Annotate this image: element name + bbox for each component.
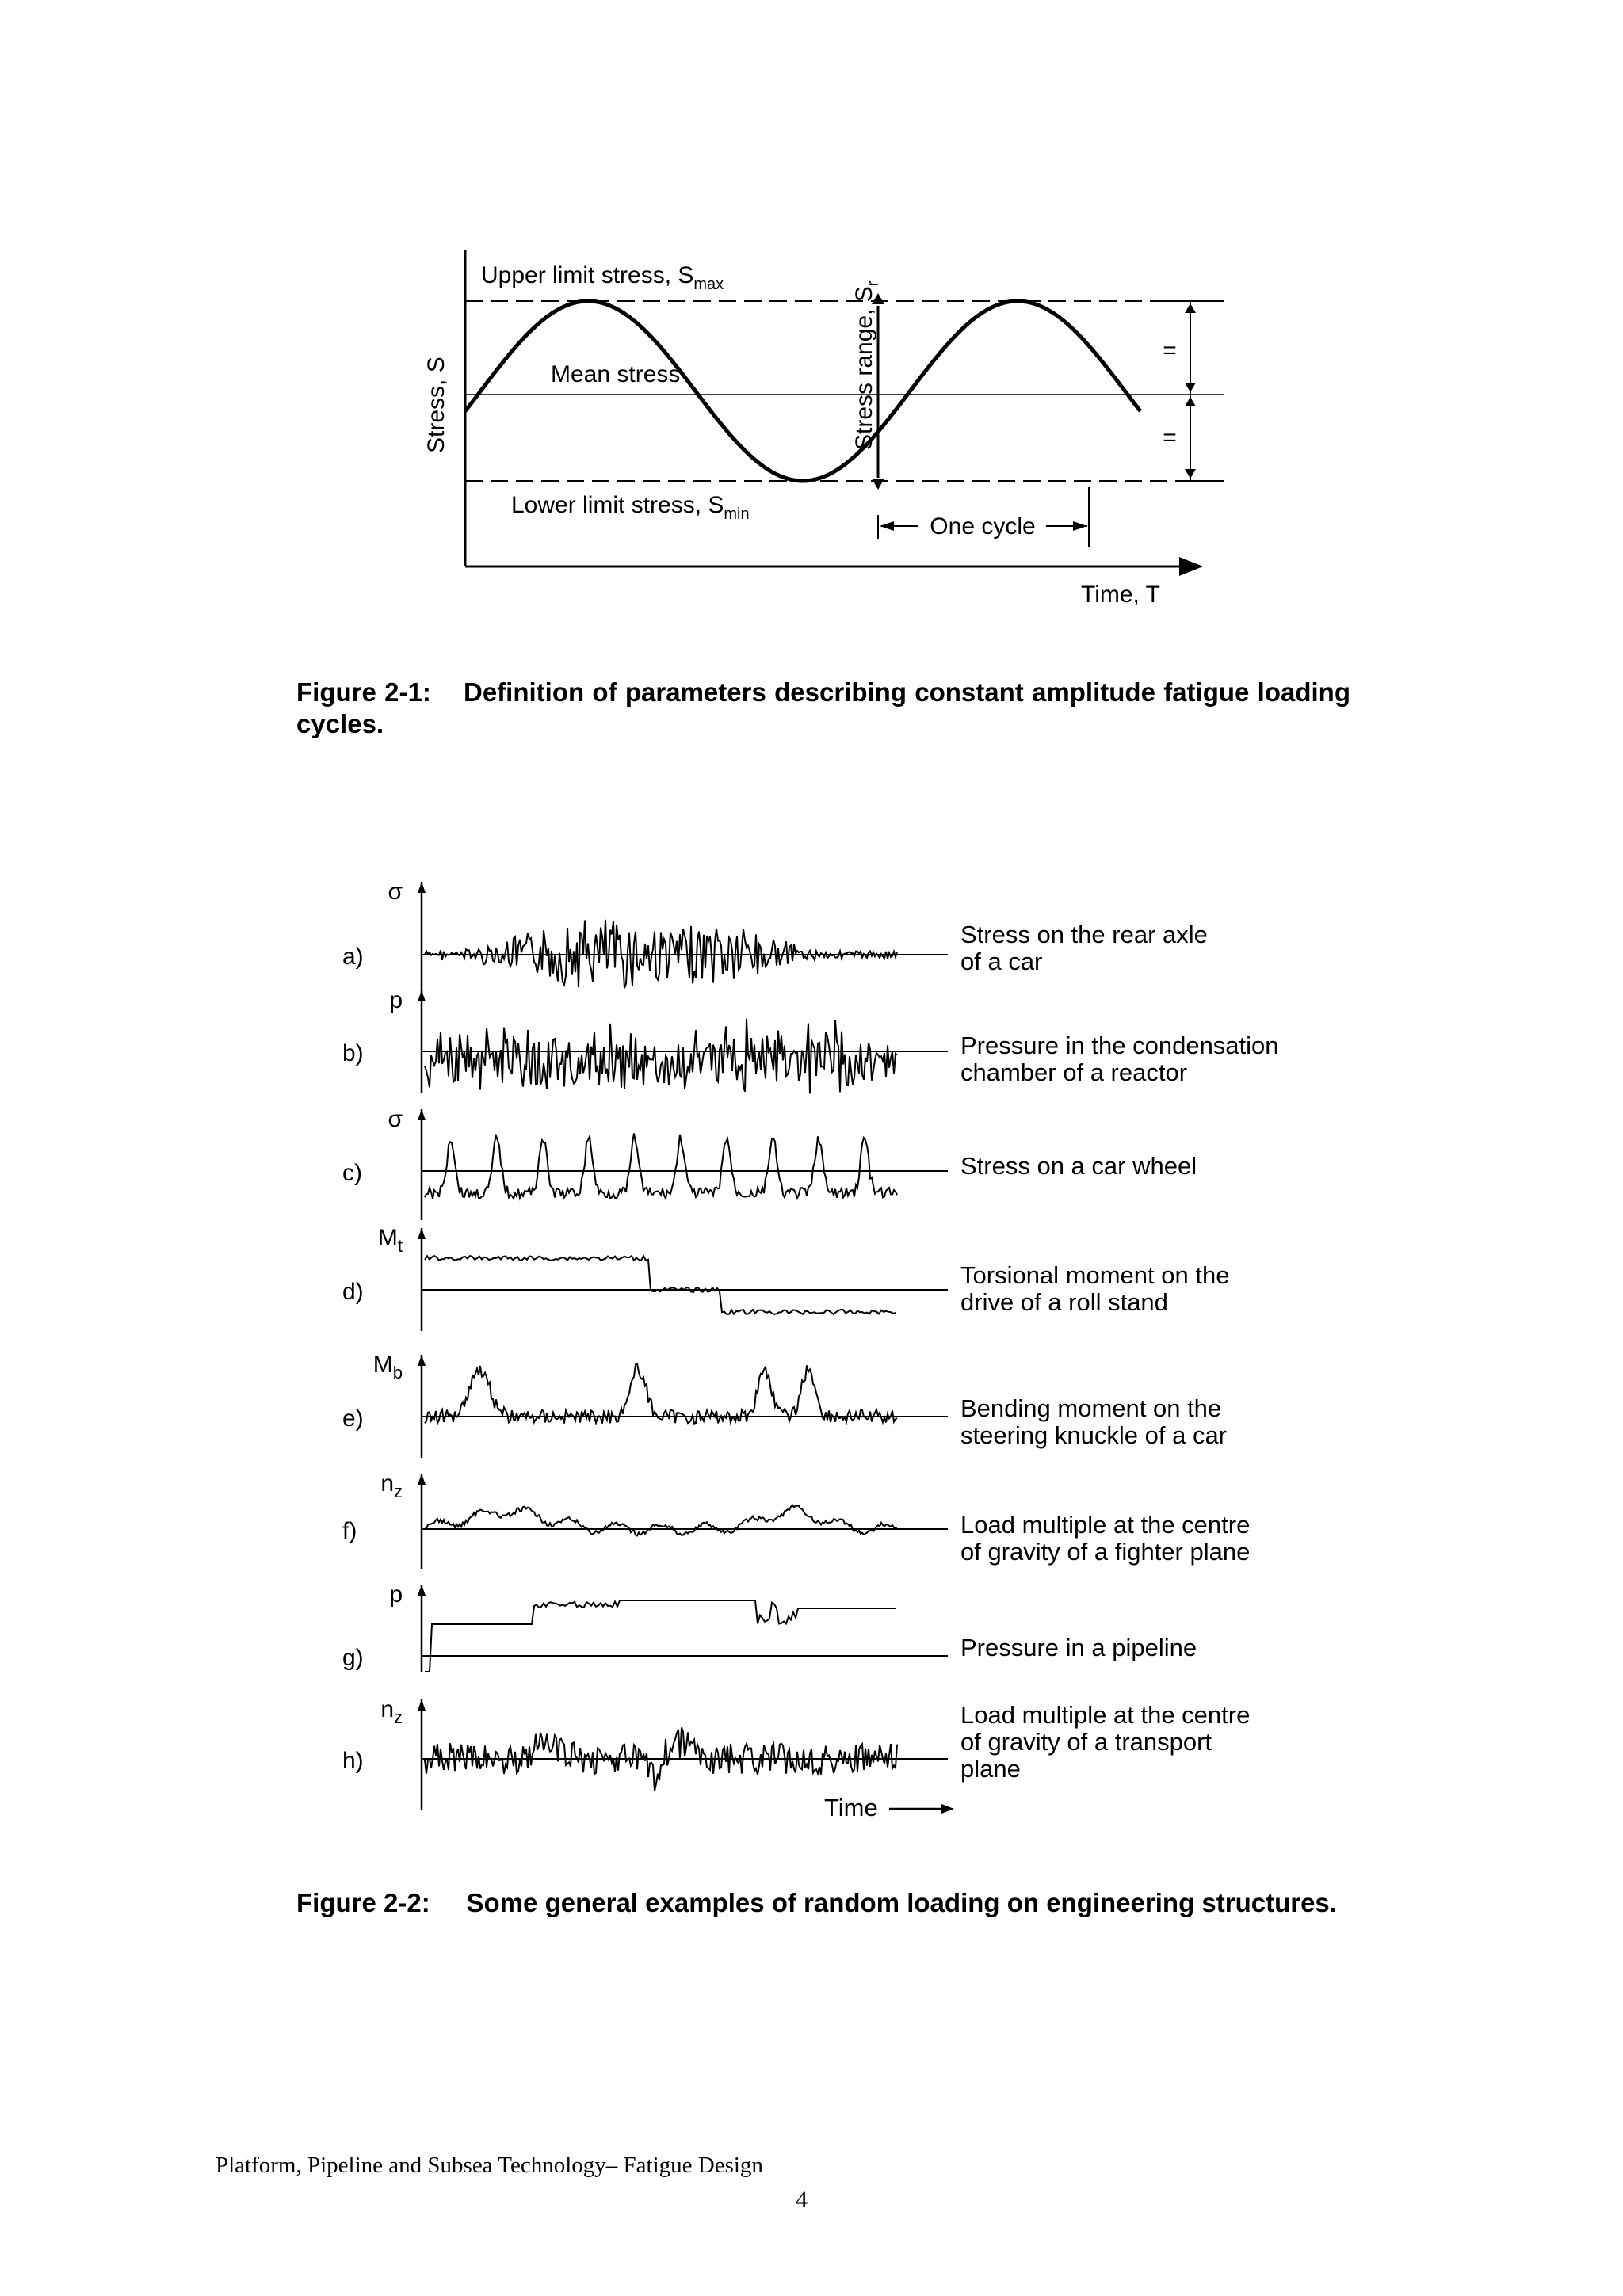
loading-row-g xyxy=(342,1581,1197,1672)
loading-row-h xyxy=(342,1696,1250,1810)
row-description: Bending moment on the steering knuckle of a car xyxy=(960,1394,1228,1449)
signal-trace xyxy=(425,1019,897,1094)
svg-text:Time: Time xyxy=(824,1794,878,1821)
figure-2-text: Some general examples of random loading on engineering structures. xyxy=(466,1888,1337,1917)
row-letter: d) xyxy=(342,1279,364,1305)
variable-symbol: $n_z$ xyxy=(380,1696,403,1727)
row-description: Load multiple at the centre of gravity of a fighter plane xyxy=(960,1511,1251,1566)
loading-row-f xyxy=(342,1470,1250,1569)
figure-2-number: Figure 2-2: xyxy=(296,1888,430,1917)
row-letter: c) xyxy=(342,1160,362,1186)
figure-random-loading xyxy=(0,856,1623,1838)
row-description: Pressure in a pipeline xyxy=(960,1634,1197,1661)
row-letter: h) xyxy=(342,1748,364,1774)
variable-symbol: p xyxy=(389,987,403,1013)
row-letter: f) xyxy=(342,1518,357,1544)
row-description: Stress on the rear axle of a car xyxy=(960,921,1208,975)
signal-trace xyxy=(425,1256,896,1314)
loading-row-e xyxy=(342,1352,1227,1458)
footer-text: Platform, Pipeline and Subsea Technology– Fatigue Design xyxy=(216,2153,763,2178)
variable-symbol: $M_b$ xyxy=(372,1352,403,1383)
row-description: Load multiple at the centre of gravity of a transport plane xyxy=(960,1701,1251,1783)
loading-row-a xyxy=(342,879,1208,994)
figure-constant-amplitude xyxy=(0,0,1623,650)
time-axis-label xyxy=(824,1794,954,1821)
figure-1-text: Definition of parameters describing constant amplitude fatigue loading cycles. xyxy=(296,677,1350,738)
signal-trace xyxy=(425,1134,897,1199)
figure-1-caption xyxy=(296,677,1350,740)
sine-curve xyxy=(465,301,1140,481)
row-description: Torsional moment on the drive of a roll stand xyxy=(960,1261,1230,1316)
row-letter: b) xyxy=(342,1040,364,1066)
signal-trace xyxy=(425,1505,897,1536)
mean-stress-label: Mean stress xyxy=(551,361,681,387)
row-letter: g) xyxy=(342,1645,364,1671)
signal-trace xyxy=(425,1600,896,1672)
variable-symbol: σ xyxy=(388,879,403,905)
row-letter: a) xyxy=(342,944,364,970)
y-axis-label: Stress, S xyxy=(423,357,449,453)
figure-1-number: Figure 2-1: xyxy=(296,677,431,707)
equal-sign-upper: = xyxy=(1163,338,1177,364)
upper-limit-label: Upper limit stress, $S_{max}$ xyxy=(481,262,724,293)
loading-row-c xyxy=(342,1106,1197,1220)
equal-sign-lower: = xyxy=(1163,425,1177,451)
stress-range-label: Stress range, $S_r$ xyxy=(851,280,882,450)
x-axis-label: Time, T xyxy=(1081,582,1161,608)
variable-symbol: σ xyxy=(388,1106,403,1132)
signal-trace xyxy=(425,1363,897,1423)
loading-row-b xyxy=(342,987,1279,1093)
one-cycle-label: One cycle xyxy=(930,513,1036,540)
variable-symbol: $n_z$ xyxy=(380,1470,403,1501)
figure-2-caption xyxy=(296,1887,1350,1919)
row-letter: e) xyxy=(342,1405,364,1432)
row-description: Stress on a car wheel xyxy=(960,1152,1197,1180)
variable-symbol: $M_t$ xyxy=(377,1225,403,1256)
page-number: 4 xyxy=(796,2187,808,2213)
loading-row-d xyxy=(342,1225,1229,1331)
lower-limit-label: Lower limit stress, $S_{min}$ xyxy=(511,492,750,523)
row-description: Pressure in the condensation chamber of a reactor xyxy=(960,1032,1279,1086)
variable-symbol: p xyxy=(389,1581,403,1608)
